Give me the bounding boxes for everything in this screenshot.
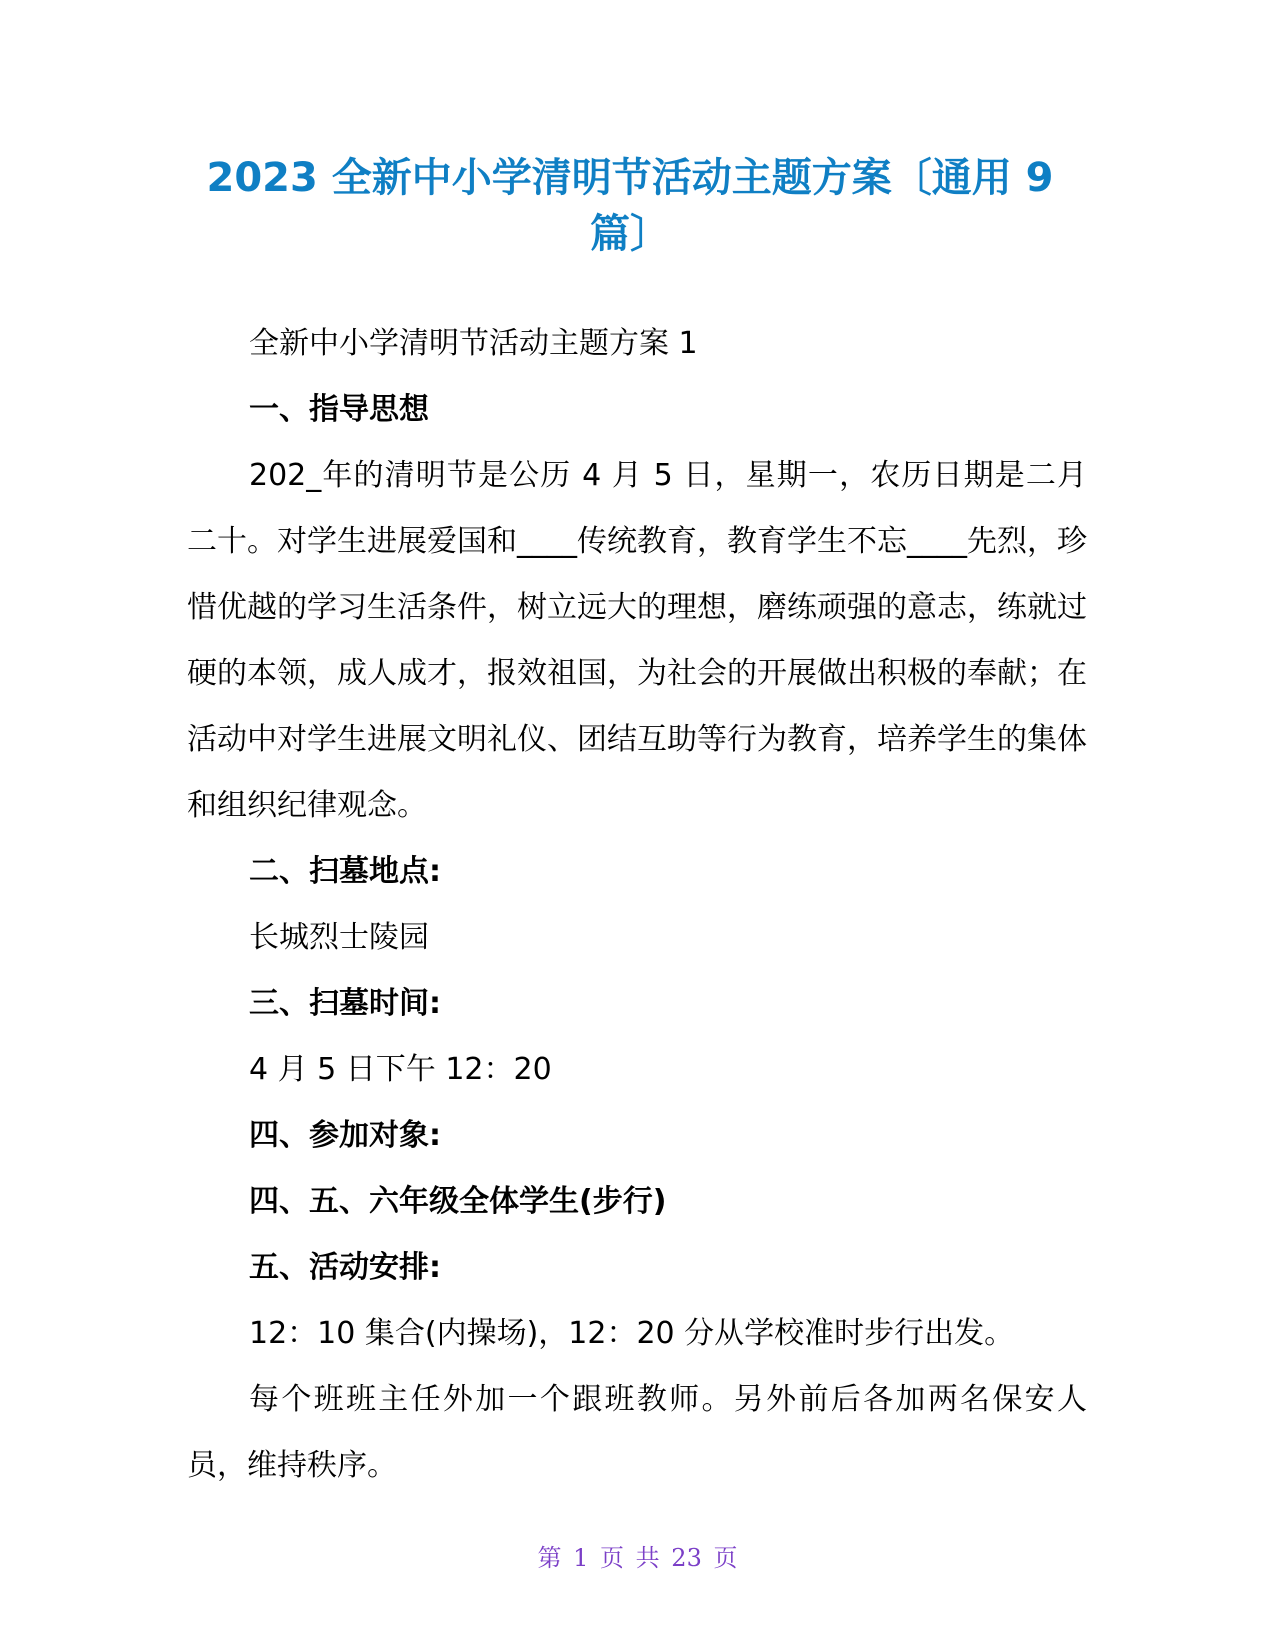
- document-title: [180, 150, 1080, 262]
- section-body-location: 长城烈士陵园: [249, 920, 429, 955]
- section-body-guiding-thought: 202_年的清明节是公历 4 月 5 日，星期一，农历日期是二月二十。对学生进展爱国和____传统教育，教育学生不忘____先烈，珍惜优越的学习生活条件，树立远大的理想，磨练顽强的意志，练就过硬的本领，成人成才，报效祖国，为社会的开展做出积极的奉献；在活动中对学生进展文明礼仪、团结互助等行为教育，培养学生的集体和组织纪律观念。: [187, 458, 1087, 823]
- document-subtitle: 全新中小学清明节活动主题方案 1: [249, 326, 698, 361]
- document-title-line-1: 2023 全新中小学清明节活动主题方案〔通用 9: [206, 155, 1054, 201]
- section-heading-location: 二、扫墓地点:: [249, 854, 441, 889]
- page-footer: 第 1 页 共 23 页: [537, 1544, 738, 1572]
- document-title-line-2: 篇〕: [590, 211, 670, 257]
- section-body-arrangement-1: 12：10 集合(内操场)，12：20 分从学校准时步行出发。: [249, 1316, 1015, 1351]
- section-heading-time: 三、扫墓时间:: [249, 986, 441, 1021]
- document-body: [187, 311, 1087, 1499]
- section-body-time: 4 月 5 日下午 12：20: [249, 1052, 552, 1087]
- section-body-arrangement-2: 每个班班主任外加一个跟班教师。另外前后各加两名保安人员，维持秩序。: [187, 1382, 1087, 1483]
- section-heading-guiding-thought: 一、指导思想: [249, 392, 429, 427]
- section-body-participants: 四、五、六年级全体学生(步行): [249, 1184, 667, 1219]
- section-heading-arrangement: 五、活动安排:: [249, 1250, 441, 1285]
- section-heading-participants: 四、参加对象:: [249, 1118, 441, 1153]
